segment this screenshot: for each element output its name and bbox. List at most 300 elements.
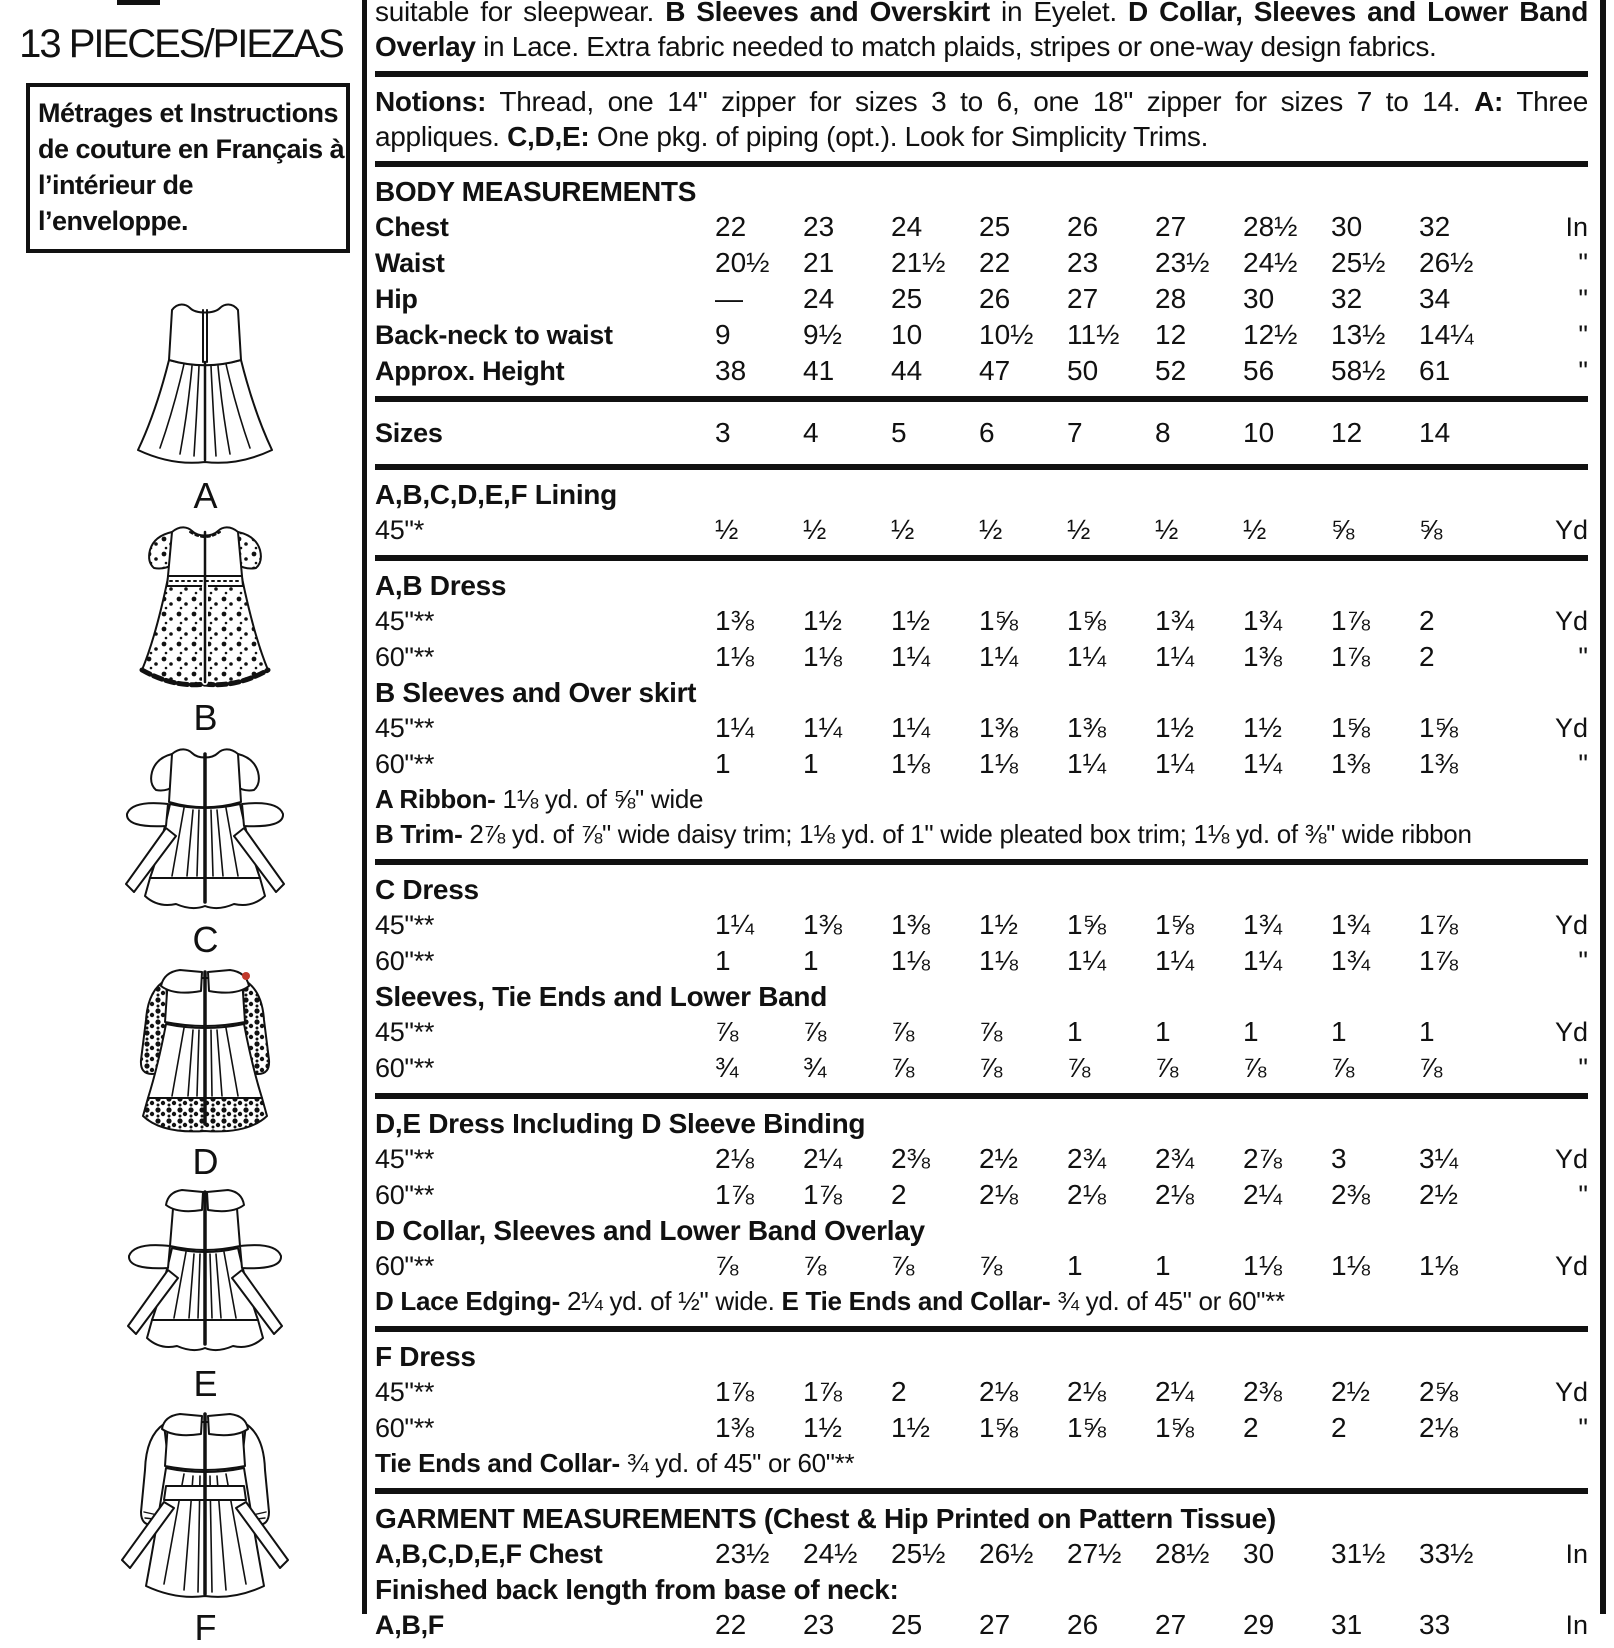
text-segment: D Collar, Sleeves and Lower Band Overlay [375,0,1589,62]
row-value: 1⅝ [1067,605,1106,636]
row-value: 1¼ [803,712,842,743]
row-value: 1⅞ [715,1179,754,1210]
row-value: 1⅛ [1331,1250,1370,1281]
row-unit: " [1578,284,1588,314]
dress-d-figure [100,964,310,1186]
divider [375,464,1588,470]
row-value: 24½ [803,1538,858,1569]
row-value: 2⅛ [715,1143,754,1174]
note-line [375,1446,1588,1481]
row-value: 9½ [803,319,842,350]
row-label: 45"* [375,515,424,545]
text-segment: Three appliques. [375,86,1589,152]
row-value: 2⅜ [1331,1179,1370,1210]
text-segment: A Ribbon- [375,784,496,814]
row-value: 27 [1155,1609,1187,1640]
row-value: 2 [1243,1412,1259,1443]
row-value: 2⅛ [1419,1412,1458,1443]
row-value: 21½ [891,247,946,278]
row-value: 28½ [1155,1538,1210,1569]
row-value: 21 [803,247,835,278]
row-value: 31½ [1331,1538,1386,1569]
section-heading: F Dress [375,1341,476,1372]
row-label: 45"** [375,713,435,743]
row-value: 2¼ [803,1143,842,1174]
row-value: 1⅞ [1419,945,1458,976]
text-segment: B Sleeves and Overskirt [665,0,990,27]
row-value: 33 [1419,1609,1451,1640]
row-value: 41 [803,355,835,386]
dress-c-figure [100,742,310,964]
row-value: 2 [1419,641,1435,672]
row-value: 25½ [1331,247,1386,278]
row-value: ½ [1243,514,1267,545]
text-segment: suitable for sleepwear. [375,0,666,27]
row-label: 60"** [375,1251,435,1281]
row-value: 2⅝ [1419,1376,1458,1407]
row-value: 2¾ [1155,1143,1194,1174]
row-value: 3 [1331,1143,1347,1174]
dress-c-illustration [100,742,310,920]
table-row [375,353,1588,389]
row-value: 1¼ [1067,641,1106,672]
dress-a-label: A [193,475,217,516]
row-value: 1 [803,945,819,976]
row-value: 6 [979,417,995,448]
section-heading: A,B Dress [375,570,507,601]
row-label: 45"** [375,910,435,940]
row-value: 30 [1243,283,1275,314]
row-value: 44 [891,355,923,386]
row-unit: " [1578,1180,1588,1210]
row-value: 1¼ [1067,748,1106,779]
notions-paragraph [375,84,1588,154]
table-row [375,1536,1588,1572]
note-line [375,782,1588,817]
row-value: 1 [1419,1016,1435,1047]
row-value: 2⅜ [1243,1376,1282,1407]
row-value: 2 [891,1179,907,1210]
section-heading: D Collar, Sleeves and Lower Band Overlay [375,1215,925,1246]
row-value: 56 [1243,355,1275,386]
table-row [375,710,1588,746]
measurement-tables [375,174,1588,1643]
text-segment: ¾ yd. of 45" or 60"** [1050,1286,1285,1316]
row-value: ⅞ [891,1250,915,1281]
row-value: 1¼ [1067,945,1106,976]
row-value: ⅞ [979,1250,1003,1281]
row-value: 12 [1155,319,1187,350]
row-value: 2⅛ [979,1179,1018,1210]
row-value: 13½ [1331,319,1386,350]
row-unit: " [1578,356,1588,386]
french-note-line: de couture en Français à [38,134,345,164]
row-value: 1⅜ [1243,641,1282,672]
row-value: 24 [803,283,835,314]
row-value: 1½ [1155,712,1194,743]
row-label: Approx. Height [375,356,565,386]
row-value: 52 [1155,355,1187,386]
row-unit: Yd [1554,713,1588,743]
text-segment: Tie Ends and Collar- [375,1448,620,1478]
row-value: 1⅛ [979,945,1018,976]
row-value: ½ [1067,514,1091,545]
row-value: ½ [803,514,827,545]
row-label: Hip [375,284,418,314]
row-value: 1¼ [1155,748,1194,779]
text-segment: E Tie Ends and Collar- [781,1286,1051,1316]
row-value: 7 [1067,417,1083,448]
row-unit: In [1565,1610,1588,1640]
row-value: 1½ [1243,712,1282,743]
row-value: 25 [891,1609,923,1640]
row-value: 1½ [979,909,1018,940]
row-value: ½ [715,514,739,545]
row-value: 1 [1331,1016,1347,1047]
divider [375,859,1588,865]
section-heading: BODY MEASUREMENTS [375,176,697,207]
row-value: ⅞ [891,1016,915,1047]
row-value: 23 [803,211,835,242]
row-unit: Yd [1554,910,1588,940]
section-heading: Sleeves, Tie Ends and Lower Band [375,981,828,1012]
row-value: 2¾ [1067,1143,1106,1174]
text-segment: 2¼ yd. of ½" wide. [560,1286,782,1316]
row-value: 2⅛ [1067,1376,1106,1407]
row-value: ⅞ [1155,1052,1179,1083]
row-value: 1⅞ [1419,909,1458,940]
row-value: 1¼ [1243,748,1282,779]
row-value: 1⅛ [979,748,1018,779]
row-value: 1¾ [1331,909,1370,940]
divider [375,161,1588,167]
row-value: 2 [891,1376,907,1407]
table-row [375,1410,1588,1446]
text-segment: Thread, one 14" zipper for sizes 3 to 6, one 18" zipper for sizes 7 to 14. [486,86,1475,117]
row-value: 27½ [1067,1538,1122,1569]
row-value: 23 [803,1609,835,1640]
row-value: 1⅛ [715,641,754,672]
row-value: 25½ [891,1538,946,1569]
row-unit: " [1578,749,1588,779]
note-line [375,1284,1588,1319]
row-value: 24 [891,211,923,242]
row-value: ⅞ [1419,1052,1443,1083]
table-row [375,209,1588,245]
row-value: 3 [715,417,731,448]
row-value: 1⅛ [891,748,930,779]
row-value: 1⅜ [1067,712,1106,743]
table-row [375,907,1588,943]
row-value: 1⅛ [891,945,930,976]
row-value: 2½ [979,1143,1018,1174]
row-value: 30 [1331,211,1363,242]
row-value: 58½ [1331,355,1386,386]
row-value: 1¾ [1243,909,1282,940]
row-value: 1¾ [1155,605,1194,636]
row-value: 2⅛ [979,1376,1018,1407]
row-value: 1⅝ [1067,1412,1106,1443]
row-value: 1⅛ [1419,1250,1458,1281]
row-value: 24½ [1243,247,1298,278]
row-label: 45"** [375,1144,435,1174]
row-value: 1 [1067,1016,1083,1047]
row-value: ¾ [803,1052,827,1083]
row-value: 1⅜ [715,1412,754,1443]
row-value: 1⅞ [1331,641,1370,672]
table-row [375,409,1588,457]
row-value: ½ [1155,514,1179,545]
dress-f-label: F [194,1607,216,1648]
row-value: 27 [1155,211,1187,242]
row-unit: Yd [1554,515,1588,545]
row-label: Sizes [375,418,443,448]
row-value: 22 [715,1609,747,1640]
row-value: 2 [1331,1412,1347,1443]
row-unit: " [1578,1053,1588,1083]
dress-a-illustration [100,298,310,476]
row-value: 1¾ [1243,605,1282,636]
row-value: 23½ [715,1538,770,1569]
text-segment: Notions: [375,86,487,117]
french-note-line: l’intérieur de [38,170,194,200]
row-value: 30 [1243,1538,1275,1569]
row-value: 1⅜ [715,605,754,636]
row-value: 1⅞ [803,1376,842,1407]
text-segment: B Trim- [375,819,463,849]
row-value: ⅞ [803,1016,827,1047]
row-value: 2¼ [1243,1179,1282,1210]
row-value: 1⅝ [1155,1412,1194,1443]
table-row [375,1248,1588,1284]
row-label: 60"** [375,642,435,672]
row-value: 1¼ [979,641,1018,672]
row-label: A,B,C,D,E,F Chest [375,1539,603,1569]
row-label: 45"** [375,606,435,636]
row-value: 26½ [979,1538,1034,1569]
row-unit: Yd [1554,1017,1588,1047]
row-value: 26 [979,283,1011,314]
row-value: 1⅛ [1243,1250,1282,1281]
row-value: — [715,283,743,314]
row-unit: " [1578,642,1588,672]
dress-d-illustration [100,964,310,1142]
divider [375,1326,1588,1332]
row-value: 1½ [891,605,930,636]
row-value: 9 [715,319,731,350]
table-row [375,639,1588,675]
row-value: ⅞ [715,1250,739,1281]
dress-f-illustration [100,1408,310,1608]
row-value: 2½ [1419,1179,1458,1210]
divider [375,71,1588,77]
row-value: 38 [715,355,747,386]
row-value: 1¼ [715,712,754,743]
french-note-box [26,83,350,253]
row-value: 1¼ [1155,945,1194,976]
row-value: ⅝ [1331,514,1355,545]
row-value: 1 [803,748,819,779]
row-value: 23½ [1155,247,1210,278]
row-value: 12½ [1243,319,1298,350]
row-label: 45"** [375,1017,435,1047]
row-unit: Yd [1554,606,1588,636]
text-segment: in Eyelet. [989,0,1129,27]
row-label: 60"** [375,1180,435,1210]
fabric-description [375,0,1588,64]
row-unit: " [1578,248,1588,278]
row-label: 60"** [375,749,435,779]
row-value: 2⅛ [1067,1179,1106,1210]
text-segment: A: [1474,86,1504,117]
row-value: 25 [891,283,923,314]
row-value: ½ [891,514,915,545]
row-value: 22 [979,247,1011,278]
dress-b-illustration [100,520,310,698]
row-value: 1⅝ [979,605,1018,636]
row-value: 23 [1067,247,1099,278]
cropped-edge-mark [117,0,160,5]
table-row [375,1374,1588,1410]
row-value: 2⅛ [1155,1179,1194,1210]
row-value: 4 [803,417,819,448]
section-heading: B Sleeves and Over skirt [375,677,697,708]
note-line [375,817,1588,852]
row-value: 3¼ [1419,1143,1458,1174]
row-value: ⅝ [1419,514,1443,545]
row-value: 29 [1243,1609,1275,1640]
dress-c-label: C [192,919,218,960]
pieces-heading: 13 PIECES/PIEZAS [19,22,343,66]
row-value: 27 [1067,283,1099,314]
row-value: 2½ [1331,1376,1370,1407]
row-label: Waist [375,248,445,278]
row-value: 22 [715,211,747,242]
row-value: 2⅜ [891,1143,930,1174]
row-label: Back-neck to waist [375,320,613,350]
row-value: ¾ [715,1052,739,1083]
row-value: 32 [1419,211,1451,242]
row-value: 2⅞ [1243,1143,1282,1174]
row-value: 10½ [979,319,1034,350]
french-note-line: Métrages et Instructions [38,98,339,128]
dress-e-label: E [193,1363,217,1404]
row-label: Chest [375,212,449,242]
row-value: ⅞ [1331,1052,1355,1083]
row-unit: In [1565,1539,1588,1569]
section-heading: Finished back length from base of neck: [375,1574,899,1605]
row-value: 1⅜ [803,909,842,940]
row-value: 1 [1155,1250,1171,1281]
row-value: 8 [1155,417,1171,448]
french-note-line: l’enveloppe. [38,206,189,236]
row-value: 1⅝ [979,1412,1018,1443]
row-value: ⅞ [1067,1052,1091,1083]
table-row [375,1607,1588,1643]
text-segment: C,D,E: [507,121,590,152]
divider [375,396,1588,402]
row-value: 28 [1155,283,1187,314]
row-value: ⅞ [715,1016,739,1047]
row-value: 28½ [1243,211,1298,242]
text-segment: ¾ yd. of 45" or 60"** [619,1448,855,1478]
row-value: 1½ [803,1412,842,1443]
row-value: 26 [1067,211,1099,242]
row-value: 11½ [1067,319,1120,350]
section-heading: GARMENT MEASUREMENTS (Chest & Hip Printed on Pattern Tissue) [375,1503,1276,1534]
divider [375,1488,1588,1494]
row-value: 1¾ [1331,945,1370,976]
table-row [375,1050,1588,1086]
row-value: 2¼ [1155,1376,1194,1407]
dress-a-figure [100,298,310,520]
row-value: 26½ [1419,247,1474,278]
row-unit: Yd [1554,1377,1588,1407]
left-panel [0,0,362,1648]
row-value: 26 [1067,1609,1099,1640]
row-value: 1⅞ [1331,605,1370,636]
row-unit: In [1565,212,1588,242]
row-value: 1 [1067,1250,1083,1281]
row-value: 1¼ [1155,641,1194,672]
row-value: 1 [715,945,731,976]
table-row [375,1141,1588,1177]
yardage-chart-panel [367,0,1606,1640]
row-value: 20½ [715,247,770,278]
text-segment: One pkg. of piping (opt.). Look for Simplicity Trims. [589,121,1209,152]
row-value: 1¼ [891,712,930,743]
table-row [375,281,1588,317]
table-row [375,317,1588,353]
row-value: 1⅜ [891,909,930,940]
row-value: ⅞ [979,1016,1003,1047]
row-value: 1¼ [715,909,754,940]
text-segment: in Lace. Extra fabric needed to match plaids, stripes or one-way design fabrics. [475,31,1437,62]
section-heading: D,E Dress Including D Sleeve Binding [375,1108,866,1139]
row-value: 14¼ [1419,319,1474,350]
row-value: 1¼ [1243,945,1282,976]
row-value: ½ [979,514,1003,545]
row-unit: Yd [1554,1251,1588,1281]
divider [375,555,1588,561]
table-row [375,603,1588,639]
row-value: 2 [1419,605,1435,636]
row-value: 61 [1419,355,1451,386]
row-value: 50 [1067,355,1099,386]
row-value: 32 [1331,283,1363,314]
row-value: 1 [715,748,731,779]
row-value: 1 [1155,1016,1171,1047]
row-unit: " [1578,946,1588,976]
table-row [375,746,1588,782]
row-value: 14 [1419,417,1451,448]
row-value: 1⅜ [979,712,1018,743]
row-unit: " [1578,320,1588,350]
table-row [375,1014,1588,1050]
row-value: 1⅜ [1331,748,1370,779]
row-value: ⅞ [803,1250,827,1281]
dress-d-label: D [192,1141,218,1182]
table-row [375,512,1588,548]
dress-b-label: B [193,697,217,738]
row-value: 47 [979,355,1011,386]
dress-b-figure [100,520,310,742]
row-value: 34 [1419,283,1451,314]
row-value: 1 [1243,1016,1259,1047]
dress-e-figure [100,1186,310,1408]
row-label: 60"** [375,1053,435,1083]
row-value: 27 [979,1609,1011,1640]
